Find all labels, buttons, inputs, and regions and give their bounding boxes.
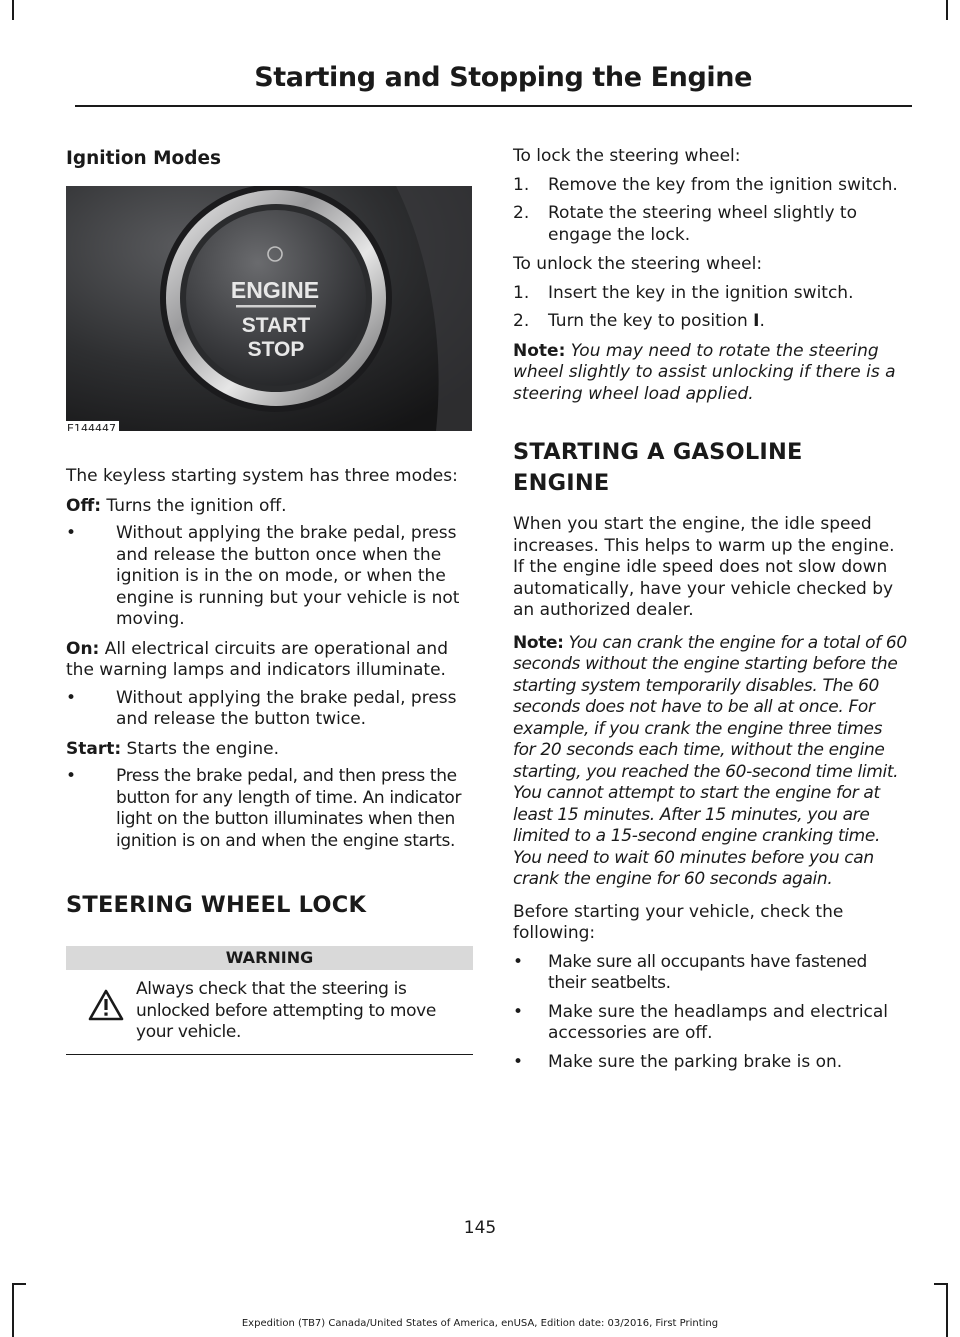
mode-start-bullet: • Press the brake pedal, and then press the button for any length of time. An indicator light on the button illuminates when then ignition is on and when the engine starts. <box>66 766 474 852</box>
steering-wheel-lock-heading: STEERING WHEEL LOCK <box>66 892 367 918</box>
lock-step <box>513 203 908 246</box>
heading-line-2: ENGINE <box>513 470 610 496</box>
footer-edition-text: Expedition (TB7) Canada/United States of America, enUSA, Edition date: 03/2016, First Printing <box>241 1318 719 1329</box>
warning-text: Always check that the steering is unlocked before attempting to move your vehicle. <box>136 979 436 1042</box>
step-number: 2. <box>513 311 530 331</box>
header-rule <box>75 105 912 107</box>
lock-intro: To lock the steering wheel: <box>513 146 741 166</box>
step-number: 1. <box>513 174 530 195</box>
crop-mark-bottom-right <box>934 1283 948 1285</box>
check-item: • Make sure the parking brake is on. <box>513 1052 908 1074</box>
mode-on-term: On: <box>66 638 100 659</box>
mode-off-term: Off: <box>66 495 102 516</box>
mode-on-text: All electrical circuits are operational and the warning lamps and indicators illuminate. <box>66 638 449 680</box>
note-cranking <box>513 633 908 891</box>
unlock-step <box>513 311 908 333</box>
note-label: Note: <box>513 340 566 361</box>
check-item: • Make sure the headlamps and electrical accessories are off. <box>513 1002 908 1045</box>
mode-start-text: Starts the engine. <box>121 738 280 759</box>
note-label: Note: <box>513 632 564 653</box>
left-column <box>66 146 474 1055</box>
note-steering <box>513 341 908 406</box>
ignition-modes-heading: Ignition Modes <box>66 148 222 169</box>
button-label-engine: ENGINE <box>230 277 320 303</box>
step-text: Remove the key from the ignition switch. <box>548 174 898 195</box>
mode-off-bullet: • Without applying the brake pedal, press and release the button once when the ignition is in the on mode, or when the engine is running but your vehicle is not moving. <box>66 523 474 631</box>
position-i: I <box>753 311 760 331</box>
start-stop-button-illustration <box>66 186 472 431</box>
page-header-title: Starting and Stopping the Engine <box>254 62 752 93</box>
mode-off-text: Turns the ignition off. <box>101 495 287 516</box>
crop-mark-top-right <box>946 0 948 20</box>
crop-mark-bottom-left <box>12 1283 26 1285</box>
mode-on <box>66 639 474 682</box>
button-label-stop: STOP <box>247 338 305 361</box>
step-number: 1. <box>513 282 530 303</box>
step-text: Insert the key in the ignition switch. <box>548 282 854 303</box>
warning-label: WARNING <box>66 946 473 970</box>
mode-on-bullet: • Without applying the brake pedal, press and release the button twice. <box>66 688 474 731</box>
check-item: • Make sure all occupants have fastened their seatbelts. <box>513 952 908 995</box>
figure-code: E144447 <box>66 421 119 431</box>
note-text: You can crank the engine for a total of 60 seconds without the engine starting before the starting system temporarily disables. The 60 seconds does not have to be all at once. For example, if you crank the engine three times for 20 seconds each time, without the engine starting, you reached the 60-second time limit. You cannot attempt to start the engine for at least 15 minutes. After 15 minutes, you are limited to a 15-second engine cranking time. You need to wait 60 minutes before you can crank the engine for 60 seconds again. <box>513 632 907 889</box>
page-number: 145 <box>463 1218 497 1238</box>
keyless-intro: The keyless starting system has three modes: <box>66 466 458 486</box>
note-text: You may need to rotate the steering wheel slightly to assist unlocking if there is a steering wheel load applied. <box>513 340 896 404</box>
mode-start-term: Start: <box>66 738 122 759</box>
mode-off <box>66 496 474 518</box>
check-intro: Before starting your vehicle, check the following: <box>513 901 844 943</box>
step-number: 2. <box>513 203 530 223</box>
warning-triangle-icon <box>88 989 124 1021</box>
mode-start <box>66 739 474 761</box>
crop-mark-top-left <box>12 0 14 20</box>
button-label-start: START <box>241 314 311 337</box>
step-suffix: . <box>759 311 765 331</box>
heading-line-1: STARTING A GASOLINE <box>513 439 803 465</box>
unlock-step <box>513 283 908 305</box>
step-text: Turn the key to position <box>548 311 754 331</box>
lock-step <box>513 175 908 197</box>
start-stop-button-figure <box>66 186 472 431</box>
unlock-intro: To unlock the steering wheel: <box>513 254 763 274</box>
right-column <box>513 146 908 1073</box>
step-text: Rotate the steering wheel slightly to engage the lock. <box>548 203 857 245</box>
starting-gasoline-engine-heading <box>513 437 908 498</box>
gasoline-paragraph: When you start the engine, the idle speed increases. This helps to warm up the engine. If the engine idle speed does not slow down automatically, have your vehicle checked by an authorized dealer. <box>513 514 895 620</box>
warning-box <box>66 970 473 1055</box>
